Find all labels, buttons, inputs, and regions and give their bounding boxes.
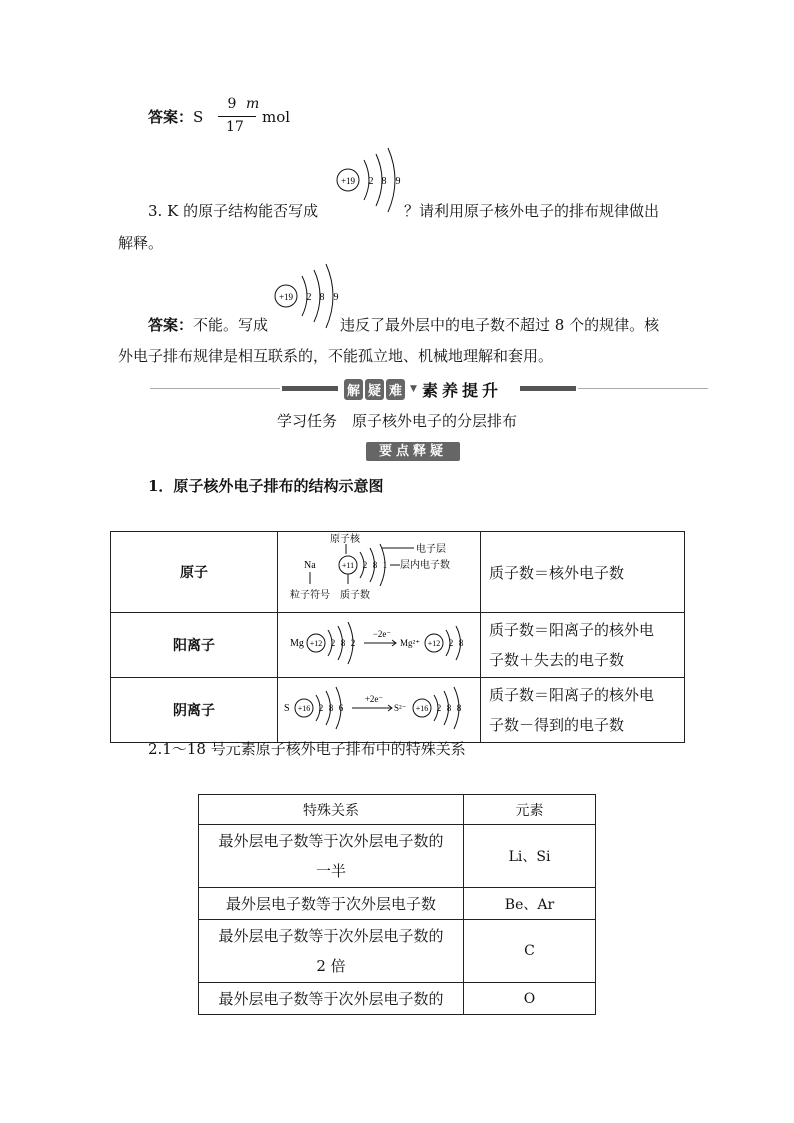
shell-count: 8	[446, 703, 452, 713]
shell-count: 2	[350, 638, 356, 648]
q2-answer	[148, 102, 203, 132]
fraction-bar	[218, 116, 256, 117]
structure-table	[110, 531, 685, 743]
nucleus-charge: +16	[297, 704, 311, 713]
row-desc-line: 子数＋失去的电子数	[489, 651, 625, 669]
nucleus-charge: +19	[278, 292, 294, 302]
banner-tag-char: 疑	[365, 379, 384, 400]
question-number: 3.	[148, 202, 163, 220]
nucleus-charge: +12	[309, 639, 323, 648]
column-header: 特殊关系	[199, 795, 464, 825]
relation-line: 最外层电子数等于次外层电子数的	[218, 832, 444, 850]
element-symbol: Mg	[290, 638, 304, 649]
row-desc-line: 质子数＝阳离子的核外电	[489, 621, 655, 639]
element-symbol: S	[284, 703, 290, 714]
table-row	[111, 532, 685, 613]
row-name: 阳离子	[111, 613, 278, 678]
nucleus-charge: +19	[340, 176, 356, 186]
label-nucleus: 原子核	[330, 534, 360, 545]
table-row	[199, 888, 596, 920]
label-symbol: 粒子符号	[290, 590, 330, 601]
q3-line1b: ？请利用原子核外电子的排布规律做出	[404, 202, 660, 220]
shell-count: 8	[372, 560, 378, 570]
shell-count: 8	[381, 176, 387, 187]
row-desc	[481, 613, 685, 678]
banner-rule-left	[150, 388, 280, 389]
answer-symbol: S	[193, 108, 204, 126]
shell-count: 8	[458, 638, 464, 648]
banner-rule-right	[578, 388, 708, 389]
section2-heading: 2.1～18 号元素原子核外电子排布中的特殊关系	[148, 740, 466, 758]
row-name: 阴离子	[111, 678, 278, 743]
task-title: 学习任务 原子核外电子的分层排布	[276, 412, 517, 430]
table-header-row	[199, 795, 596, 825]
shell-count: 2	[448, 638, 454, 648]
element-cell: C	[464, 920, 596, 983]
relation-cell	[199, 825, 464, 888]
element-symbol: Na	[304, 560, 316, 571]
relation-cell: 最外层电子数等于次外层电子数的	[199, 983, 464, 1015]
fraction-variable: m	[246, 96, 260, 112]
shell-count: 9	[333, 292, 339, 303]
fraction-denominator: 17	[226, 119, 244, 135]
shell-arc	[388, 148, 395, 212]
mg-ion-diagram	[278, 613, 480, 673]
shell-count: 2	[330, 638, 336, 648]
shell-count: 2	[318, 703, 324, 713]
ion-symbol: Mg²⁺	[400, 638, 420, 648]
shell-count: 9	[395, 176, 401, 187]
banner-triangle-icon: ▼	[410, 384, 417, 394]
row-desc-line: 质子数＝阳离子的核外电	[489, 686, 655, 704]
banner-bar-right	[520, 386, 576, 391]
answer-text: 不能。写成	[193, 316, 269, 334]
nucleus-charge: +16	[415, 704, 429, 713]
element-cell: Li、Si	[464, 825, 596, 888]
relation-cell: 最外层电子数等于次外层电子数	[199, 888, 464, 920]
table-row	[199, 920, 596, 983]
shell-count: 2	[362, 560, 368, 570]
relation-line: 最外层电子数等于次外层电子数的	[218, 927, 444, 945]
diagram-cell	[278, 613, 481, 678]
fraction-numerator: 9	[227, 96, 237, 112]
shell-arc	[326, 264, 333, 328]
s-ion-diagram	[278, 678, 480, 738]
shell-count: 1	[382, 560, 388, 570]
answer-label: 答案：	[148, 108, 194, 126]
nucleus-charge: +12	[427, 639, 441, 648]
section1-heading: 1．原子核外电子排布的结构示意图	[148, 477, 384, 495]
relation-cell	[199, 920, 464, 983]
q3-line1	[148, 196, 318, 226]
banner-bar-left	[282, 386, 338, 391]
q3-answer-line1b: 违反了最外层中的电子数不超过 8 个的规律。核	[340, 316, 660, 334]
relation-table	[198, 794, 596, 1015]
na-atom-diagram	[278, 532, 480, 608]
table-row	[199, 983, 596, 1015]
unit: mol	[262, 108, 291, 126]
subsection-tag: 要点释疑	[366, 442, 460, 461]
row-desc: 质子数＝核外电子数	[481, 532, 685, 613]
q3-answer-line2: 外电子排布规律是相互联系的，不能孤立地、机械地理解和套用。	[118, 347, 554, 365]
element-cell: O	[464, 983, 596, 1015]
table-row	[199, 825, 596, 888]
banner-tag	[344, 378, 502, 400]
shell-count: 2	[368, 176, 374, 187]
shell-count: 8	[340, 638, 346, 648]
banner-title: 素养提升	[421, 380, 502, 400]
table-row	[111, 613, 685, 678]
arrow-label: +2e⁻	[364, 694, 384, 704]
element-cell: Be、Ar	[464, 888, 596, 920]
relation-line: 一半	[315, 862, 346, 880]
row-name: 原子	[111, 532, 278, 613]
arrow-label: −2e⁻	[372, 629, 392, 639]
ion-symbol: S²⁻	[394, 703, 407, 713]
row-desc	[481, 678, 685, 743]
nucleus-charge: +11	[341, 561, 355, 570]
row-desc-line: 子数－得到的电子数	[489, 716, 625, 734]
relation-line: 2 倍	[316, 957, 346, 975]
label-count: 层内电子数	[400, 560, 450, 571]
column-header: 元素	[464, 795, 596, 825]
table-row	[111, 678, 685, 743]
shell-count: 8	[319, 292, 325, 303]
label-shell: 电子层	[416, 544, 446, 555]
diagram-cell	[278, 532, 481, 613]
shell-count: 2	[306, 292, 312, 303]
banner-tag-char: 难	[386, 379, 405, 400]
shell-count: 8	[328, 703, 334, 713]
shell-count: 6	[338, 703, 344, 713]
diagram-cell	[278, 678, 481, 743]
q3-line2: 解释。	[118, 234, 164, 252]
label-proton: 质子数	[340, 590, 370, 601]
banner-tag-char: 解	[344, 379, 363, 400]
answer-label: 答案：	[148, 316, 194, 334]
shell-count: 8	[456, 703, 462, 713]
question-text: K 的原子结构能否写成	[167, 202, 319, 220]
q3-answer-line1	[148, 310, 268, 340]
shell-count: 2	[436, 703, 442, 713]
